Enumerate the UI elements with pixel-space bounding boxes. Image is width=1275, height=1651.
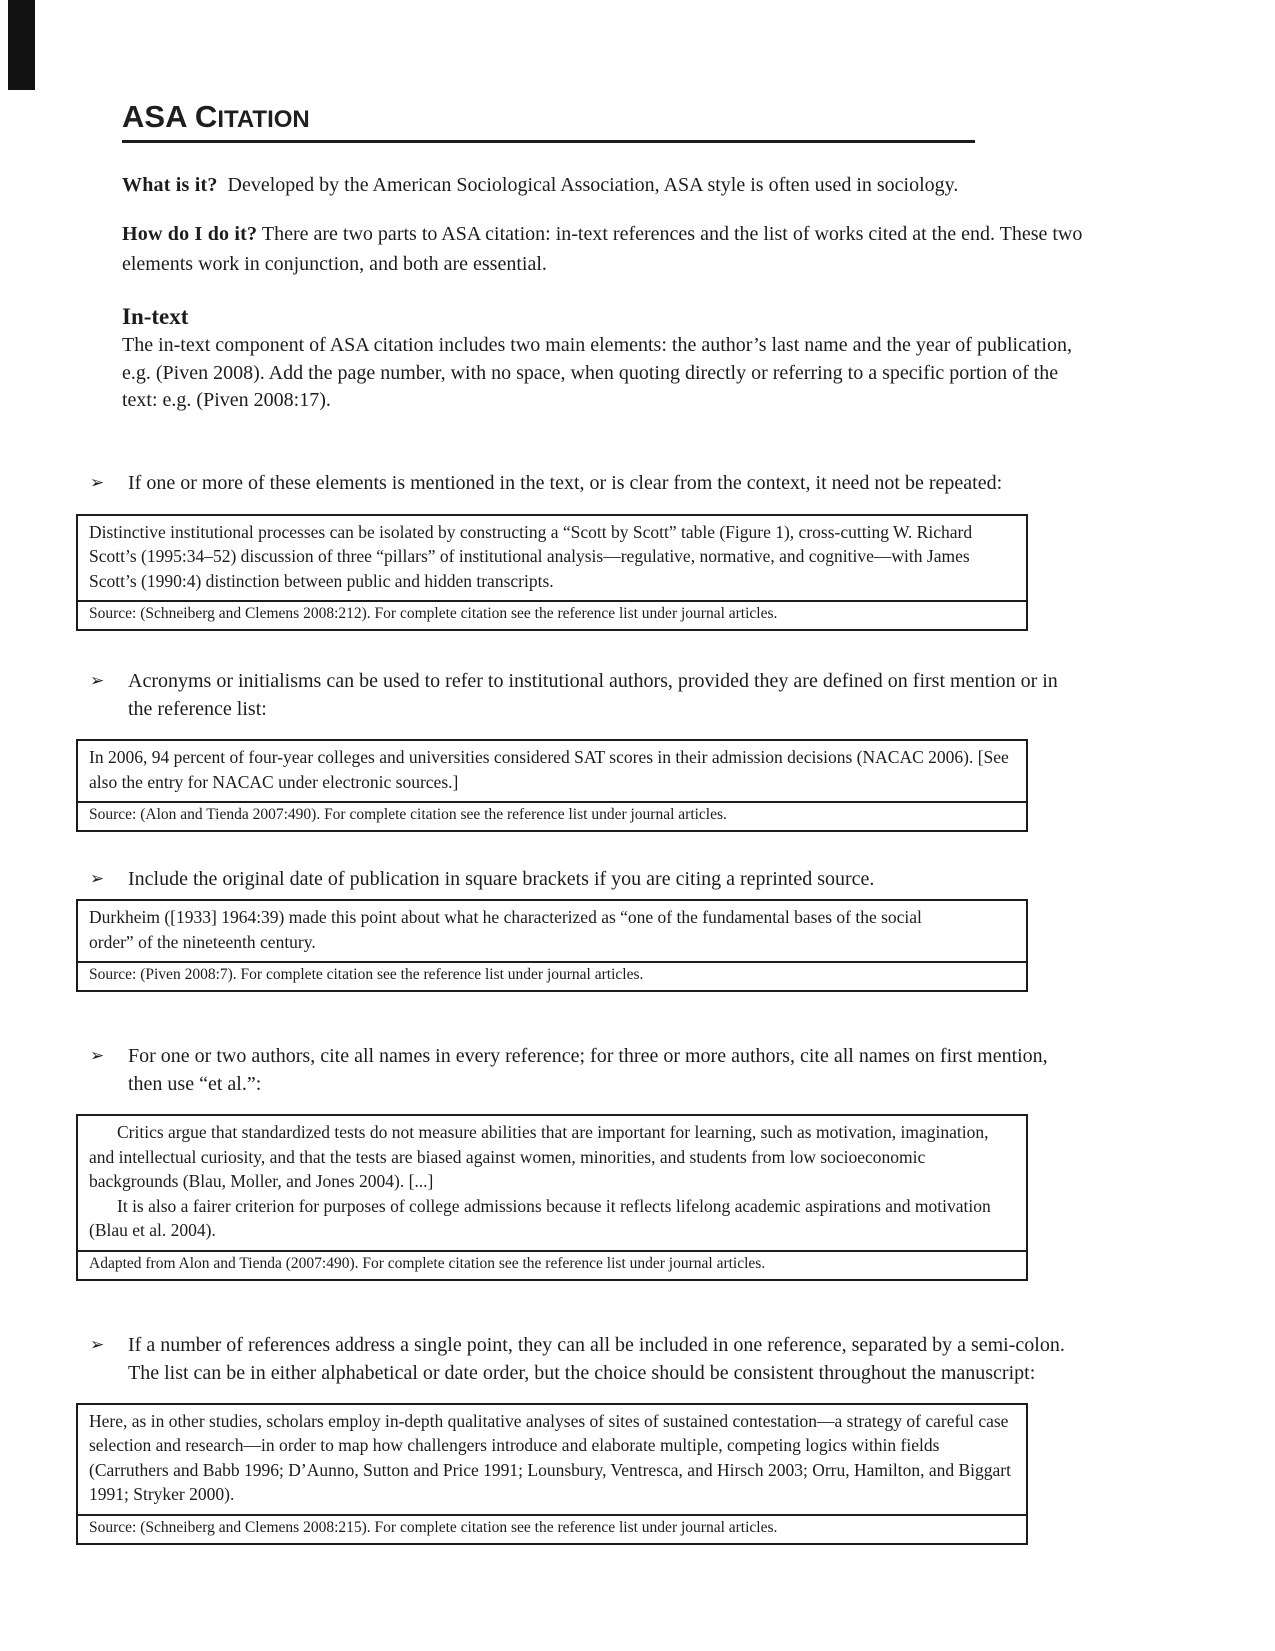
arrow-bullet-icon: ➢ bbox=[90, 671, 105, 692]
guidelines-list bbox=[90, 469, 1085, 1545]
example-quote-4 bbox=[78, 1116, 1026, 1252]
bullet-text-2: Acronyms or initialisms can be used to refer to institutional authors, provided they are defined on first mention or in the reference list: bbox=[128, 670, 1058, 721]
example-paragraph: Critics argue that standardized tests do not measure abilities that are important for learning, such as motivation, imagination, and intellectual curiosity, and that the tests are biased against women, minorities, and students from low socioeconomic backgrounds (Blau, Moller, and Jones 2004). [...] bbox=[89, 1122, 989, 1192]
arrow-bullet-icon: ➢ bbox=[90, 869, 105, 890]
intro-text-what: Developed by the American Sociological Association, ASA style is often used in sociology. bbox=[227, 174, 959, 197]
example-source-5: Source: (Schneiberg and Clemens 2008:215). For complete citation see the reference list under journal articles. bbox=[89, 1518, 778, 1536]
bullet-text-5: If a number of references address a single point, they can all be included in one reference, separated by a semi-colon. The list can be in either alphabetical or date order, but the choice should be consistent throughout the manuscript: bbox=[128, 1333, 1065, 1384]
example-box-1 bbox=[76, 514, 1028, 632]
bullet-text-3: Include the original date of publication in square brackets if you are citing a reprinted source. bbox=[128, 868, 875, 891]
intro-paragraph-how bbox=[122, 219, 1085, 279]
example-source-3: Source: (Piven 2008:7). For complete citation see the reference list under journal articles. bbox=[89, 966, 644, 984]
intro-text-how: There are two parts to ASA citation: in-text references and the list of works cited at the end. These two elements work in conjunction, and both are essential. bbox=[122, 223, 1083, 276]
example-paragraph: It is also a fairer criterion for purposes of college admissions because it reflects lifelong academic aspirations and motivation (Blau et al. 2004). bbox=[89, 1195, 991, 1241]
bullet-text-1: If one or more of these elements is mentioned in the text, or is clear from the context, it need not be repeated: bbox=[128, 471, 1003, 494]
example-source-4: Adapted from Alon and Tienda (2007:490). For complete citation see the reference list under journal articles. bbox=[89, 1254, 766, 1272]
section-heading-in-text: In-text bbox=[122, 304, 189, 330]
example-paragraph: Here, as in other studies, scholars employ in-depth qualitative analyses of sites of sustained contestation—a strategy of careful case selection and research—in order to map how challengers introduce and elaborate multiple, competing logics within fields (Carruthers and Babb 1996; D’Aunno, Sutton and Price 1991; Lounsbury, Ventresca, and Hirsch 2003; Orru, Hamilton, and Biggart 1991; Stryker 2000). bbox=[89, 1410, 1011, 1505]
example-paragraph: Distinctive institutional processes can be isolated by constructing a “Scott by Scott” table (Figure 1), cross-cutting W. Richard Scott’s (1995:34–52) discussion of three “pillars” of institutional analysis—regulative, normative, and cognitive—with James Scott’s (1990:4) distinction between public and hidden transcripts. bbox=[89, 521, 973, 591]
arrow-bullet-icon: ➢ bbox=[90, 472, 105, 493]
page-title bbox=[122, 100, 1085, 134]
arrow-bullet-icon: ➢ bbox=[90, 1046, 105, 1067]
intro-lead-what: What is it? bbox=[122, 174, 218, 197]
example-quote-2 bbox=[78, 741, 1026, 803]
arrow-bullet-icon: ➢ bbox=[90, 1334, 105, 1355]
example-box-2 bbox=[76, 739, 1028, 832]
intro-lead-how: How do I do it? bbox=[122, 223, 258, 246]
bullet-item-3 bbox=[90, 865, 1085, 894]
page-title-smallcaps: ITATION bbox=[217, 106, 310, 133]
example-quote-1 bbox=[78, 516, 1026, 603]
example-paragraph: In 2006, 94 percent of four-year colleges and universities considered SAT scores in their admission decisions (NACAC 2006). [See also the entry for NACAC under electronic sources.] bbox=[89, 747, 1009, 792]
intro-paragraph-what bbox=[122, 170, 1085, 200]
title-underline bbox=[122, 140, 975, 143]
bullet-item-2 bbox=[90, 667, 1085, 723]
bullet-item-5 bbox=[90, 1331, 1085, 1387]
section-body-in-text: The in-text component of ASA citation includes two main elements: the author’s last name and the year of publication, e.g. (Piven 2008). Add the page number, with no space, when quoting directly or referring to a specific portion of the text: e.g. (Piven 2008:17). bbox=[122, 334, 1072, 412]
example-source-2: Source: (Alon and Tienda 2007:490). For complete citation see the reference list under journal articles. bbox=[89, 806, 727, 824]
example-source-1: Source: (Schneiberg and Clemens 2008:212). For complete citation see the reference list under journal articles. bbox=[89, 605, 778, 623]
example-box-5 bbox=[76, 1403, 1028, 1545]
page-title-main: ASA C bbox=[122, 99, 218, 134]
example-box-4 bbox=[76, 1114, 1028, 1281]
example-paragraph: Durkheim ([1933] 1964:39) made this point about what he characterized as “one of the fundamental bases of the social order” of the nineteenth century. bbox=[89, 907, 922, 952]
example-quote-5 bbox=[78, 1405, 1026, 1516]
scan-artifact-mark bbox=[8, 0, 35, 90]
example-box-3 bbox=[76, 899, 1028, 992]
bullet-item-1 bbox=[90, 469, 1085, 498]
bullet-item-4 bbox=[90, 1042, 1085, 1098]
example-quote-3 bbox=[78, 901, 1026, 963]
bullet-text-4: For one or two authors, cite all names in every reference; for three or more authors, cite all names on first mention, then use “et al.”: bbox=[128, 1045, 1048, 1096]
